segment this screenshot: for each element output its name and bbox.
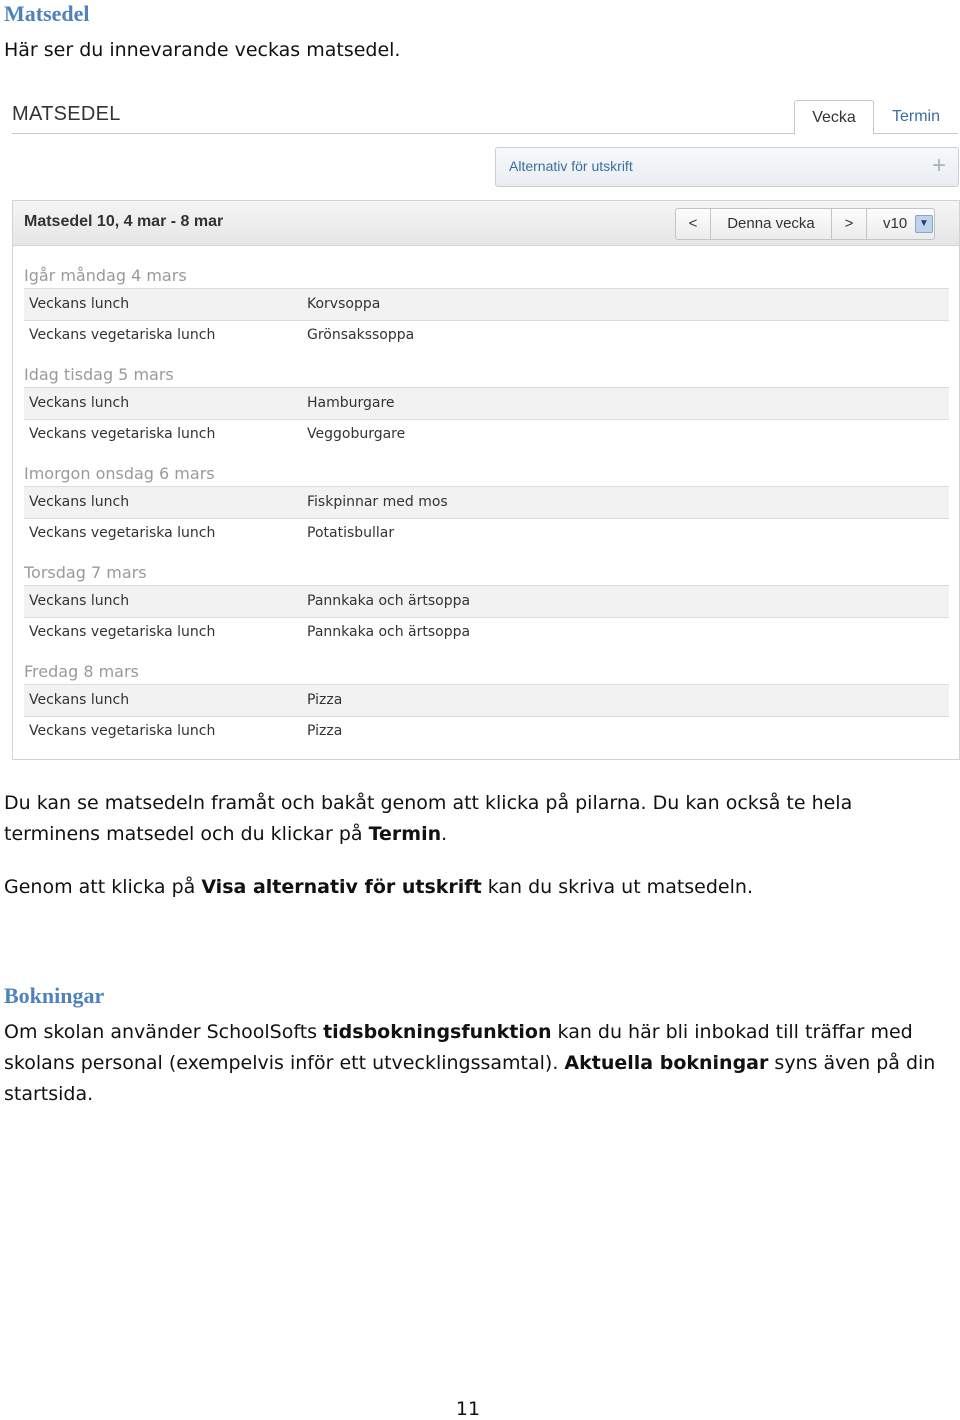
- meal-dish: Hamburgare: [307, 395, 395, 411]
- page-number: 11: [455, 1398, 481, 1420]
- tab-termin[interactable]: Termin: [891, 108, 940, 125]
- meal-name: Veckans vegetariska lunch: [29, 525, 216, 541]
- meal-dish: Grönsakssoppa: [307, 327, 415, 343]
- meal-name: Veckans lunch: [29, 395, 130, 411]
- meal-dish: Veggoburgare: [307, 426, 406, 442]
- meal-row: [24, 617, 949, 648]
- meal-row: [24, 518, 949, 549]
- next-week-button[interactable]: >: [832, 209, 867, 239]
- print-options-label: Alternativ för utskrift: [509, 158, 633, 174]
- text-run: Du kan se matsedeln framåt och bakåt genom att klicka på pilarna. Du kan också te hela terminens matsedel och du klickar på: [4, 792, 853, 845]
- meal-row: [24, 684, 949, 717]
- menu-panel: [12, 200, 960, 760]
- day-label: Igår måndag 4 mars: [24, 266, 187, 285]
- meal-row: [24, 288, 949, 321]
- bokningar-paragraph: [4, 1017, 954, 1110]
- print-options-bar[interactable]: [495, 147, 959, 187]
- meal-name: Veckans lunch: [29, 692, 130, 708]
- meal-name: Veckans vegetariska lunch: [29, 327, 216, 343]
- day-label: Imorgon onsdag 6 mars: [24, 464, 215, 483]
- bold-term-termin: Termin: [368, 823, 442, 845]
- meal-dish: Potatisbullar: [307, 525, 395, 541]
- text-run: syns även på din startsida.: [4, 1052, 936, 1105]
- meal-row: [24, 716, 949, 747]
- meal-name: Veckans lunch: [29, 494, 130, 510]
- menu-header: [13, 201, 959, 246]
- day-label: Idag tisdag 5 mars: [24, 365, 174, 384]
- bold-term-print: Visa alternativ för utskrift: [201, 876, 482, 898]
- plus-icon[interactable]: +: [931, 152, 946, 179]
- prev-week-button[interactable]: <: [676, 209, 711, 239]
- day-label: Fredag 8 mars: [24, 662, 139, 681]
- meal-row: [24, 320, 949, 351]
- text-run: Genom att klicka på: [4, 876, 202, 898]
- meal-name: Veckans vegetariska lunch: [29, 624, 216, 640]
- meal-row: [24, 585, 949, 618]
- week-navigation: [675, 208, 935, 240]
- meal-row: [24, 486, 949, 519]
- meal-row: [24, 419, 949, 450]
- matsedel-screenshot: [0, 90, 960, 762]
- meal-name: Veckans vegetariska lunch: [29, 723, 216, 739]
- text-run: kan du här bli inbokad till träffar med skolans personal (exempelvis inför ett utvecklingssamtal).: [4, 1021, 913, 1074]
- meal-name: Veckans lunch: [29, 593, 130, 609]
- meal-dish: Pannkaka och ärtsoppa: [307, 624, 471, 640]
- week-select[interactable]: [867, 209, 934, 239]
- text-run: .: [441, 823, 448, 845]
- meal-dish: Pizza: [307, 692, 343, 708]
- matsedel-title: MATSEDEL: [12, 103, 121, 125]
- week-select-value: v10: [883, 215, 908, 232]
- instruction-paragraph-2: [4, 872, 954, 903]
- chevron-down-icon[interactable]: ▼: [915, 215, 933, 233]
- tab-vecka[interactable]: Vecka: [794, 100, 874, 135]
- day-label: Torsdag 7 mars: [24, 563, 147, 582]
- meal-dish: Pannkaka och ärtsoppa: [307, 593, 471, 609]
- text-run: Om skolan använder SchoolSofts: [4, 1021, 324, 1043]
- bold-term-current-bookings: Aktuella bokningar: [564, 1052, 769, 1074]
- bold-term-booking: tidsbokningsfunktion: [323, 1021, 552, 1043]
- intro-text: Här ser du innevarande veckas matsedel.: [4, 39, 401, 61]
- meal-dish: Korvsoppa: [307, 296, 381, 312]
- section-heading-matsedel: Matsedel: [4, 1, 90, 26]
- menu-week-title: Matsedel 10, 4 mar - 8 mar: [24, 213, 224, 230]
- meal-row: [24, 387, 949, 420]
- section-heading-bokningar: Bokningar: [4, 983, 105, 1008]
- meal-dish: Fiskpinnar med mos: [307, 494, 448, 510]
- meal-name: Veckans lunch: [29, 296, 130, 312]
- meal-name: Veckans vegetariska lunch: [29, 426, 216, 442]
- instruction-paragraph-1: [4, 788, 954, 850]
- text-run: kan du skriva ut matsedeln.: [481, 876, 753, 898]
- meal-dish: Pizza: [307, 723, 343, 739]
- this-week-button[interactable]: Denna vecka: [711, 209, 832, 239]
